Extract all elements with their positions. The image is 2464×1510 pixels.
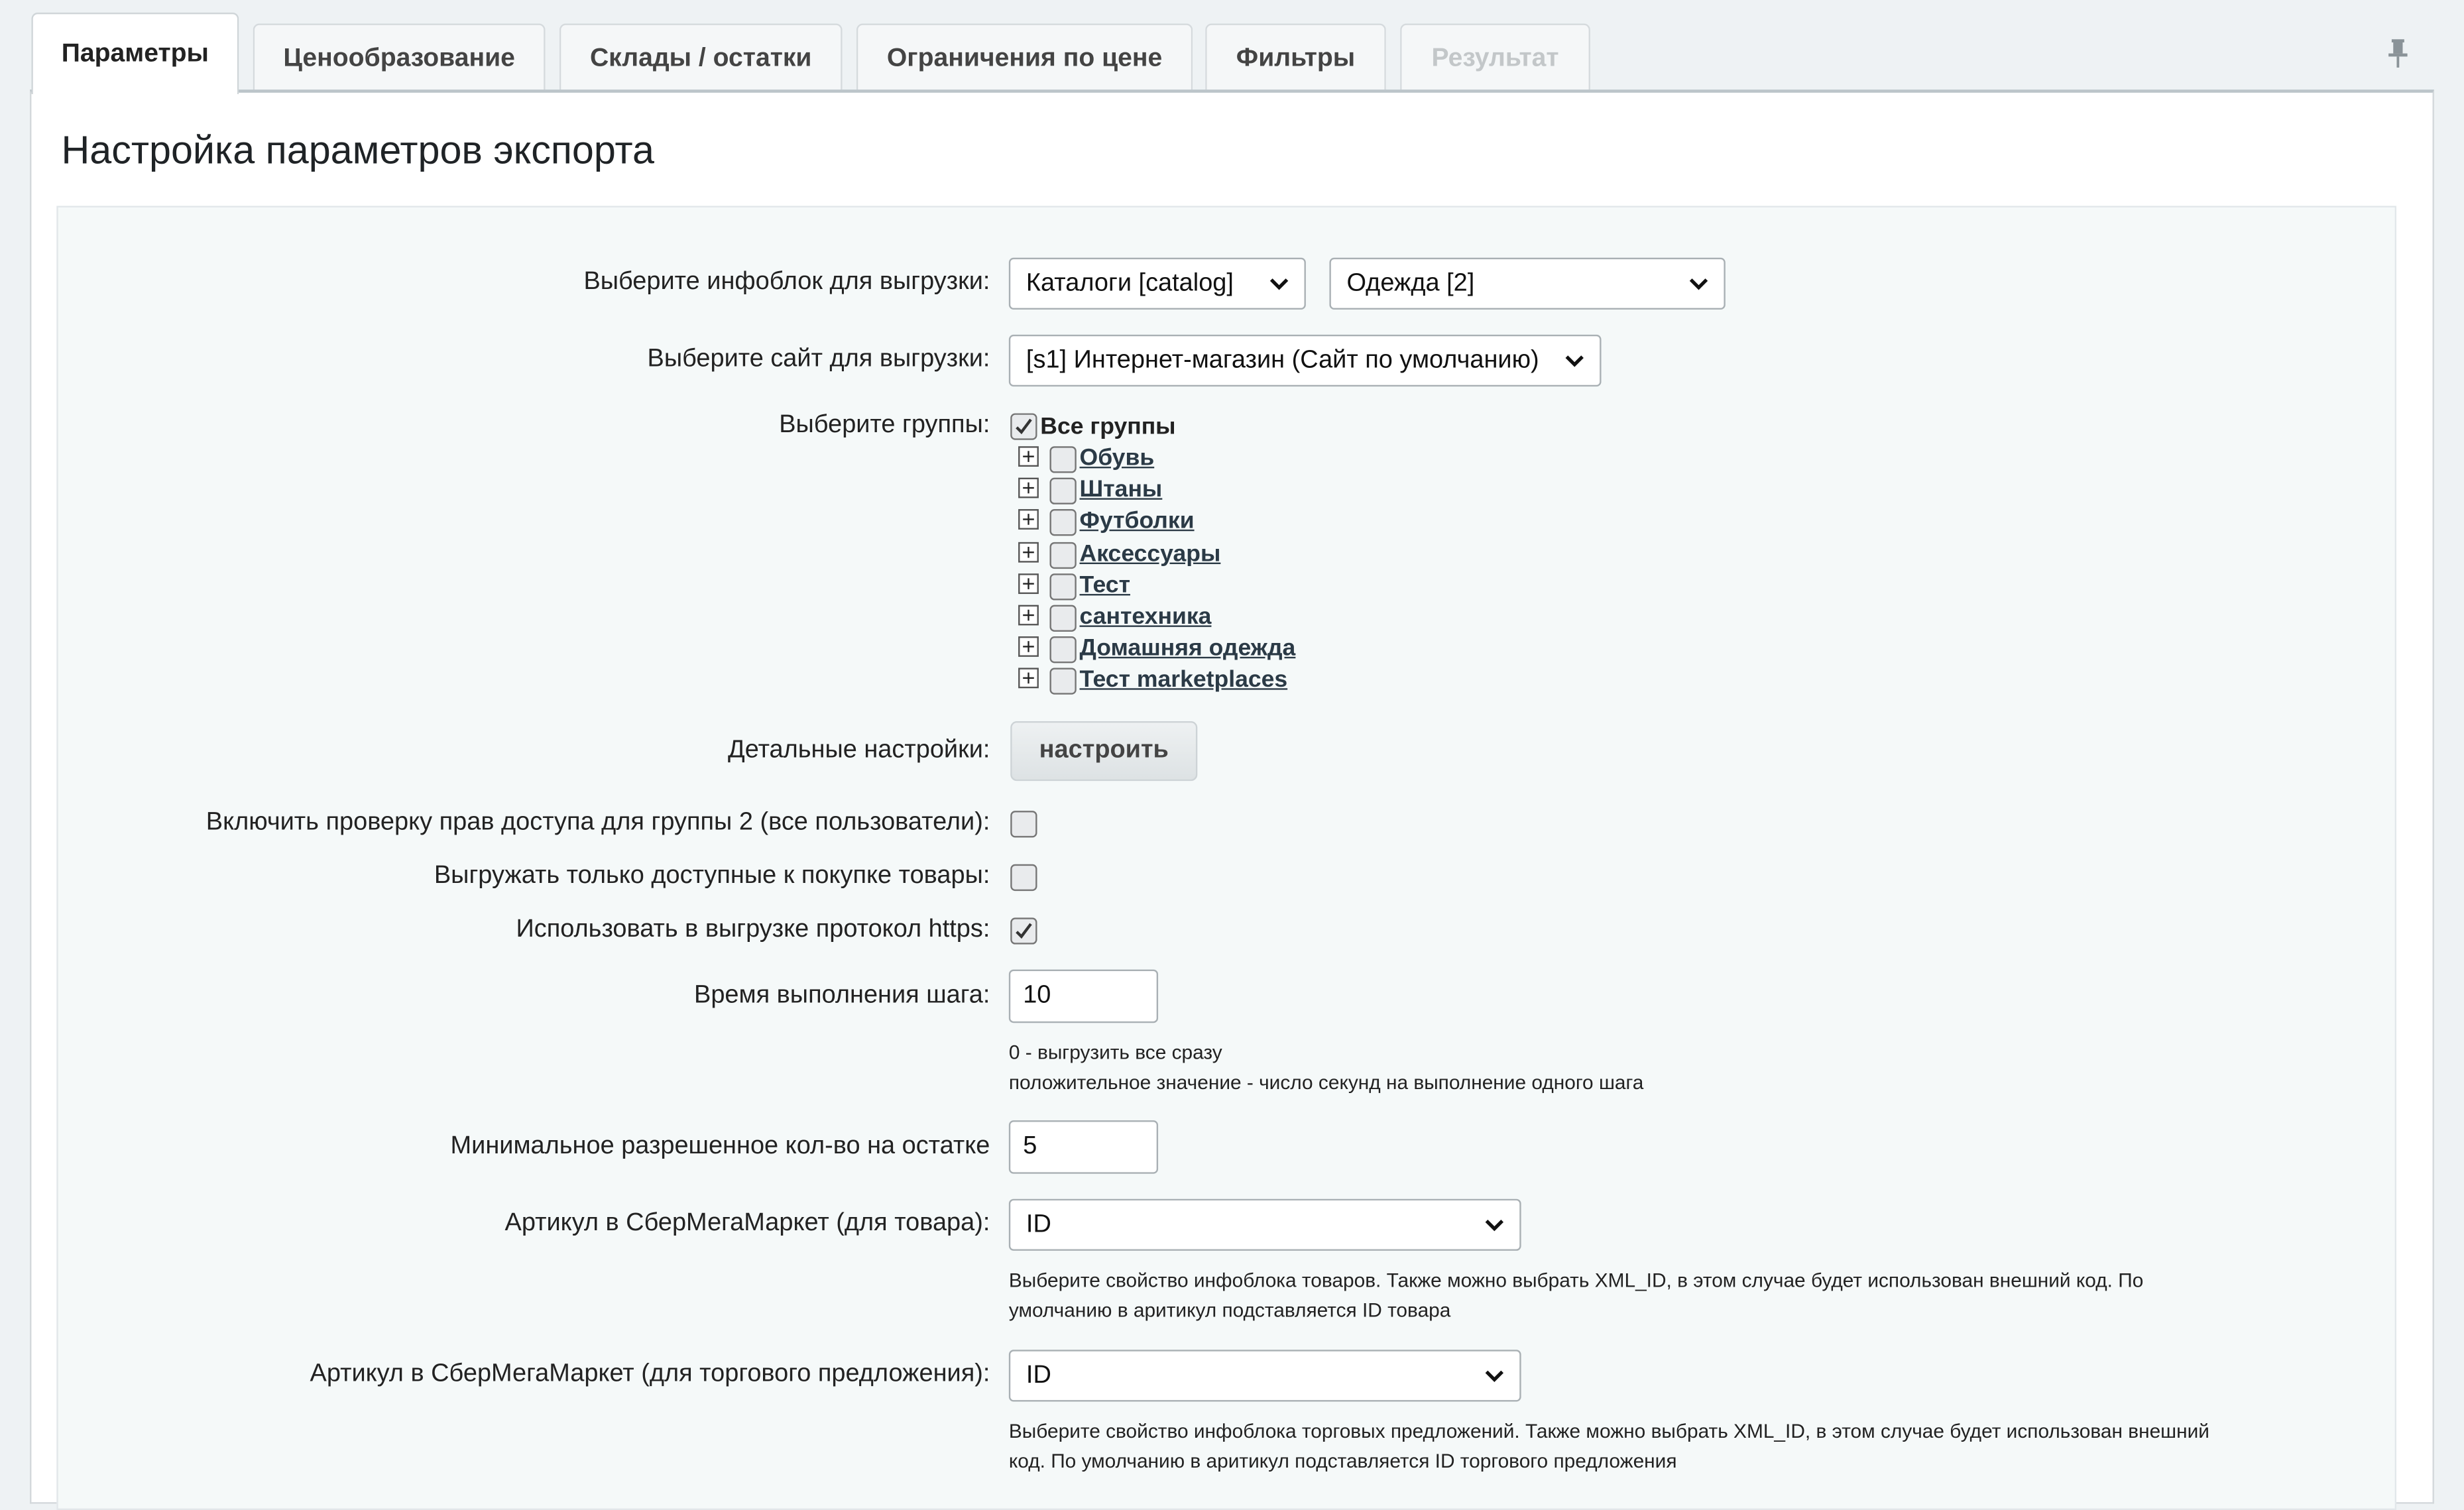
- chevron-down-icon: [1485, 1218, 1503, 1234]
- group-checkbox[interactable]: [1049, 668, 1076, 694]
- article-offer-select[interactable]: ID: [1009, 1350, 1521, 1401]
- pin-icon[interactable]: [2379, 34, 2417, 72]
- site-label: Выберите сайт для выгрузки:: [647, 345, 990, 373]
- https-checkbox[interactable]: [1010, 917, 1037, 944]
- group-link[interactable]: Тест marketplaces: [1079, 666, 1288, 693]
- expand-icon[interactable]: [1018, 509, 1039, 530]
- details-label: Детальные настройки:: [728, 736, 990, 764]
- article-offer-label: Артикул в СберМегаМаркет (для торгового предложения):: [310, 1360, 990, 1388]
- page-title: Настройка параметров экспорта: [61, 129, 654, 173]
- iblock-label: Выберите инфоблок для выгрузки:: [583, 268, 990, 296]
- expand-icon[interactable]: [1018, 446, 1039, 467]
- groups-label: Выберите группы:: [779, 412, 990, 439]
- group-link[interactable]: Обувь: [1079, 444, 1155, 472]
- step-time-hint: 0 - выгрузить все сразу: [1008, 1041, 1222, 1064]
- access-check-checkbox[interactable]: [1010, 811, 1037, 837]
- article-product-hint: Выберите свойство инфоблока товаров. Также можно выбрать XML_ID, в этом случае будет использован внешний код. По: [1008, 1269, 2144, 1292]
- all-groups-label: Все группы: [1040, 413, 1176, 440]
- access-check-label: Включить проверку прав доступа для группы 2 (все пользователи):: [205, 809, 990, 837]
- expand-icon[interactable]: [1018, 573, 1039, 594]
- article-product-select[interactable]: ID: [1009, 1199, 1521, 1251]
- chevron-down-icon: [1269, 276, 1288, 292]
- group-checkbox[interactable]: [1049, 478, 1076, 504]
- tab-parameters[interactable]: Параметры: [31, 13, 239, 94]
- expand-icon[interactable]: [1018, 605, 1039, 626]
- configure-button[interactable]: настроить: [1010, 721, 1197, 781]
- chevron-down-icon: [1485, 1369, 1503, 1385]
- site-select[interactable]: [s1] Интернет-магазин (Сайт по умолчанию): [1009, 335, 1602, 386]
- group-checkbox[interactable]: [1049, 605, 1076, 632]
- group-link[interactable]: Домашняя одежда: [1079, 634, 1296, 662]
- group-link[interactable]: Футболки: [1079, 507, 1195, 534]
- tab-result: Результат: [1400, 24, 1590, 91]
- group-checkbox[interactable]: [1049, 509, 1076, 536]
- check-icon: [1014, 921, 1034, 941]
- group-link[interactable]: сантехника: [1079, 603, 1212, 630]
- expand-icon[interactable]: [1018, 636, 1039, 657]
- article-product-hint: умолчанию в аритикул подставляется ID товара: [1008, 1299, 1451, 1322]
- group-checkbox[interactable]: [1049, 573, 1076, 600]
- https-label: Использовать в выгрузке протокол https:: [516, 916, 990, 943]
- tab-price-limits[interactable]: Ограничения по цене: [856, 24, 1193, 91]
- article-offer-hint: код. По умолчанию в аритикул подставляется ID торгового предложения: [1008, 1450, 1677, 1473]
- step-time-label: Время выполнения шага:: [694, 982, 990, 1009]
- min-stock-label: Минимальное разрешенное кол-во на остатке: [450, 1133, 990, 1160]
- group-link[interactable]: Тест: [1079, 571, 1130, 599]
- group-link[interactable]: Штаны: [1079, 476, 1163, 503]
- chevron-down-icon: [1689, 276, 1708, 292]
- min-stock-input[interactable]: 5: [1009, 1120, 1158, 1174]
- group-checkbox[interactable]: [1049, 636, 1076, 663]
- all-groups-checkbox[interactable]: [1010, 413, 1037, 439]
- only-available-checkbox[interactable]: [1010, 864, 1037, 891]
- step-time-input[interactable]: 10: [1009, 970, 1158, 1023]
- iblock-select[interactable]: Одежда [2]: [1329, 258, 1725, 310]
- chevron-down-icon: [1565, 353, 1584, 369]
- group-link[interactable]: Аксессуары: [1079, 540, 1221, 567]
- tab-pricing[interactable]: Ценообразование: [253, 24, 546, 91]
- only-available-label: Выгружать только доступные к покупке товары:: [434, 862, 990, 890]
- expand-icon[interactable]: [1018, 542, 1039, 563]
- article-offer-hint: Выберите свойство инфоблока торговых предложений. Также можно выбрать XML_ID, в этом случае будет использован внешний: [1008, 1420, 2209, 1443]
- tab-filters[interactable]: Фильтры: [1205, 24, 1386, 91]
- expand-icon[interactable]: [1018, 478, 1039, 498]
- group-checkbox[interactable]: [1049, 446, 1076, 473]
- iblock-type-select[interactable]: Каталоги [catalog]: [1009, 258, 1306, 310]
- article-product-label: Артикул в СберМегаМаркет (для товара):: [504, 1210, 990, 1237]
- check-icon: [1014, 416, 1034, 437]
- tab-warehouses[interactable]: Склады / остатки: [559, 24, 843, 91]
- step-time-hint: положительное значение - число секунд на выполнение одного шага: [1008, 1071, 1644, 1094]
- group-checkbox[interactable]: [1049, 542, 1076, 569]
- expand-icon[interactable]: [1018, 668, 1039, 688]
